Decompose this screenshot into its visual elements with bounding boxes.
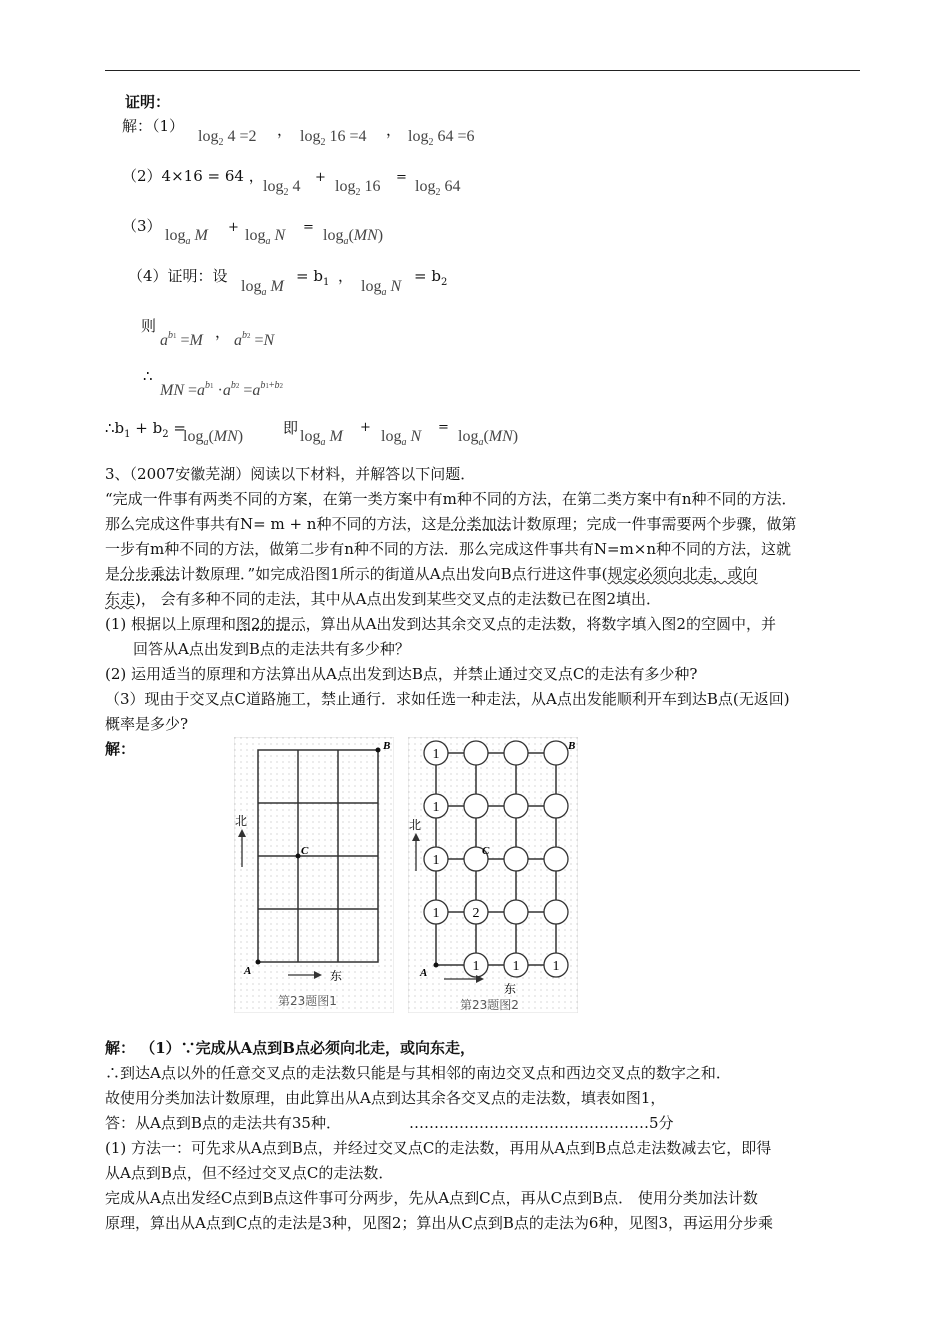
- answer-line1: 解： （1）∵完成从A点到B点必须向北走，或向东走，: [105, 1039, 475, 1057]
- fig1-point-c: [296, 854, 301, 859]
- answer-line4: 答：从A点到B点的走法共有35种． …………………………………………5分: [105, 1114, 674, 1132]
- fig1-point-b: [376, 748, 381, 753]
- comma-1: ，: [277, 121, 293, 139]
- fig2-node-circle: [464, 741, 488, 765]
- expr-logM-3: $\log_a M$: [300, 428, 343, 448]
- q3-line1: 3、（2007安徽芜湖）阅读以下材料，并解答以下问题．: [105, 465, 476, 483]
- eq-final: =: [438, 420, 449, 435]
- fig1-north-label: 北: [235, 814, 248, 828]
- q3-sub3-cont: 概率是多少?: [105, 715, 189, 733]
- expr-log2-16: $\log_2 16 =4$: [300, 128, 367, 148]
- ie-label: 即: [283, 419, 299, 437]
- fig2-number: 1: [512, 959, 520, 974]
- fig2-label-c: C: [482, 845, 490, 857]
- expr-a-b2: $a^{b2} =N$: [234, 330, 275, 349]
- q3-solution-label: 解：: [105, 740, 136, 758]
- expr-a-b1: $a^{b1} =M$: [160, 330, 203, 349]
- fig2-caption: 第23题图2: [460, 998, 519, 1012]
- expr-log2-16b: $\log_2 16$: [335, 178, 381, 198]
- eq-b1: = $b_1$: [296, 267, 330, 288]
- fig2-label-a: A: [420, 967, 428, 979]
- expr-logMN: $\log_a(MN)$: [323, 227, 384, 247]
- eq-2: =: [396, 170, 407, 185]
- then-label: 则: [141, 317, 157, 335]
- expr-MN-product: MN $=a^{b1} \cdot a^{b2} =a^{b1+b2}$: [160, 380, 284, 399]
- proof-label: 证明：: [125, 93, 171, 111]
- fig2-node-circle: [504, 847, 528, 871]
- fig2-north-label: 北: [409, 818, 422, 832]
- answer-line7: 完成从A点出发经C点到B点这件事可分两步，先从A点到C点，再从C点到B点． 使用分类加法计数: [105, 1189, 758, 1207]
- expr-log2-64: $\log_2 64 =6$: [408, 128, 475, 148]
- q3-sub1: (1) 根据以上原理和图2的提示，算出从A出发到达其余交叉点的走法数，将数字填入图2的空圆中，并: [105, 615, 776, 633]
- fig2-number: 1: [472, 959, 480, 974]
- solution-label-1: 解：（1）: [122, 117, 185, 135]
- fig2-node-circle: [504, 900, 528, 924]
- expr-log2-4: $\log_2 4 =2$: [198, 128, 257, 148]
- fig2-node-circle: [544, 847, 568, 871]
- part4-prefix: （4）证明：设: [128, 267, 228, 285]
- fig2-node-circle: [504, 741, 528, 765]
- q3-line3: 那么完成这件事共有N= m + n种不同的方法，这是分类加法计数原理；完成一件事需要两个步骤，做第: [105, 515, 797, 533]
- expr-logM-2: $\log_a M$: [241, 278, 284, 298]
- fig1-label-a: A: [244, 965, 252, 977]
- q3-line5: 是分步乘法计数原理．”如完成沿图1所示的街道从A点出发向B点行进这件事(规定必须向北走，或向: [105, 565, 758, 583]
- expr-logN-3: $\log_a N$: [381, 428, 422, 448]
- fig2-node-circle: [504, 794, 528, 818]
- fig2-node-circle: [544, 794, 568, 818]
- expr-log2-64b: $\log_2 64$: [415, 178, 461, 198]
- fig2-number: 1: [552, 959, 560, 974]
- fig2-number: 1: [432, 853, 440, 868]
- plus-final: +: [360, 420, 371, 435]
- q3-line4: 一步有m种不同的方法，做第二步有n种不同的方法．那么完成这件事共有N=m×n种不同的方法，这就: [105, 540, 792, 558]
- q3-line2: “完成一件事有两类不同的方案，在第一类方案中有m种不同的方法，在第二类方案中有n种不同的方法．: [105, 490, 797, 508]
- fig2-node-circle: [464, 794, 488, 818]
- comma-5: ，: [215, 323, 231, 341]
- comma-4: ，: [338, 267, 354, 285]
- expr-log2-4b: $\log_2 4$: [263, 178, 301, 198]
- fig1-label-c: C: [301, 845, 309, 857]
- expr-logN-2: $\log_a N$: [361, 278, 402, 298]
- fig2-number: 1: [432, 800, 440, 815]
- fig1-east-label: 东: [330, 969, 343, 983]
- fig2-point-a: [434, 963, 439, 968]
- answer-line3: 故使用分类加法计数原理，由此算出从A点到达其余各交叉点的走法数，填表如图1，: [105, 1089, 666, 1107]
- figure-1-grid: [234, 737, 394, 1013]
- fig1-label-b: B: [383, 740, 391, 752]
- plus-2: +: [315, 170, 326, 185]
- answer-line6: 从A点到B点，但不经过交叉点C的走法数．: [105, 1164, 394, 1182]
- header-rule: [105, 70, 860, 71]
- fig2-east-label: 东: [504, 982, 517, 996]
- expr-logMN-3: $\log_a(MN)$: [458, 428, 519, 448]
- part3-prefix: （3）: [122, 217, 162, 235]
- eq-b2: = $b_2$: [414, 267, 448, 288]
- fig1-point-a: [256, 960, 261, 965]
- q3-sub3: （3）现由于交叉点C道路施工，禁止通行．求如任选一种走法，从A点出发能顺利开车到达B点(无返回): [105, 690, 790, 708]
- figure-2-grid: [408, 737, 578, 1013]
- fig2-node-circle: [544, 900, 568, 924]
- eq-3: =: [303, 220, 314, 235]
- comma-2: ，: [386, 121, 402, 139]
- part2-prefix: （2）4×16 = 64 ，: [122, 167, 264, 185]
- expr-logN: $\log_a N$: [245, 227, 286, 247]
- expr-logMN-2: $\log_a(MN)$: [183, 428, 244, 448]
- q3-sub2: (2) 运用适当的原理和方法算出从A点出发到达B点，并禁止通过交叉点C的走法有多少种?: [105, 665, 698, 683]
- q3-sub1-cont: 回答从A点出发到B点的走法共有多少种？: [133, 640, 410, 658]
- therefore-sign: ∴: [143, 367, 153, 385]
- fig1-caption: 第23题图1: [278, 994, 337, 1008]
- answer-text: [105, 1036, 865, 1236]
- fig2-label-b: B: [568, 740, 576, 752]
- plus-3: +: [228, 220, 239, 235]
- q3-line6: 东走)， 会有多种不同的走法，其中从A点出发到某些交叉点的走法数已在图2填出．: [105, 590, 662, 608]
- expr-logM: $\log_a M$: [165, 227, 208, 247]
- fig2-node-circle: [544, 741, 568, 765]
- question-3-text: [105, 462, 865, 762]
- fig2-number: 1: [432, 906, 440, 921]
- fig2-number: 1: [432, 747, 440, 762]
- answer-line8: 原理，算出从A点到C点的走法是3种，见图2；算出从C点到B点的走法为6种，见图3，再运用分步乘: [105, 1214, 773, 1232]
- final-lhs: $\therefore b_1 + b_2$ =: [105, 419, 186, 440]
- answer-line2: ∴到达A点以外的任意交叉点的走法数只能是与其相邻的南边交叉点和西边交叉点的数字之和．: [105, 1064, 731, 1082]
- answer-line5: (1) 方法一：可先求从A点到B点，并经过交叉点C的走法数，再用从A点到B点总走法数减去它，即得: [105, 1139, 772, 1157]
- fig2-number: 2: [472, 906, 480, 921]
